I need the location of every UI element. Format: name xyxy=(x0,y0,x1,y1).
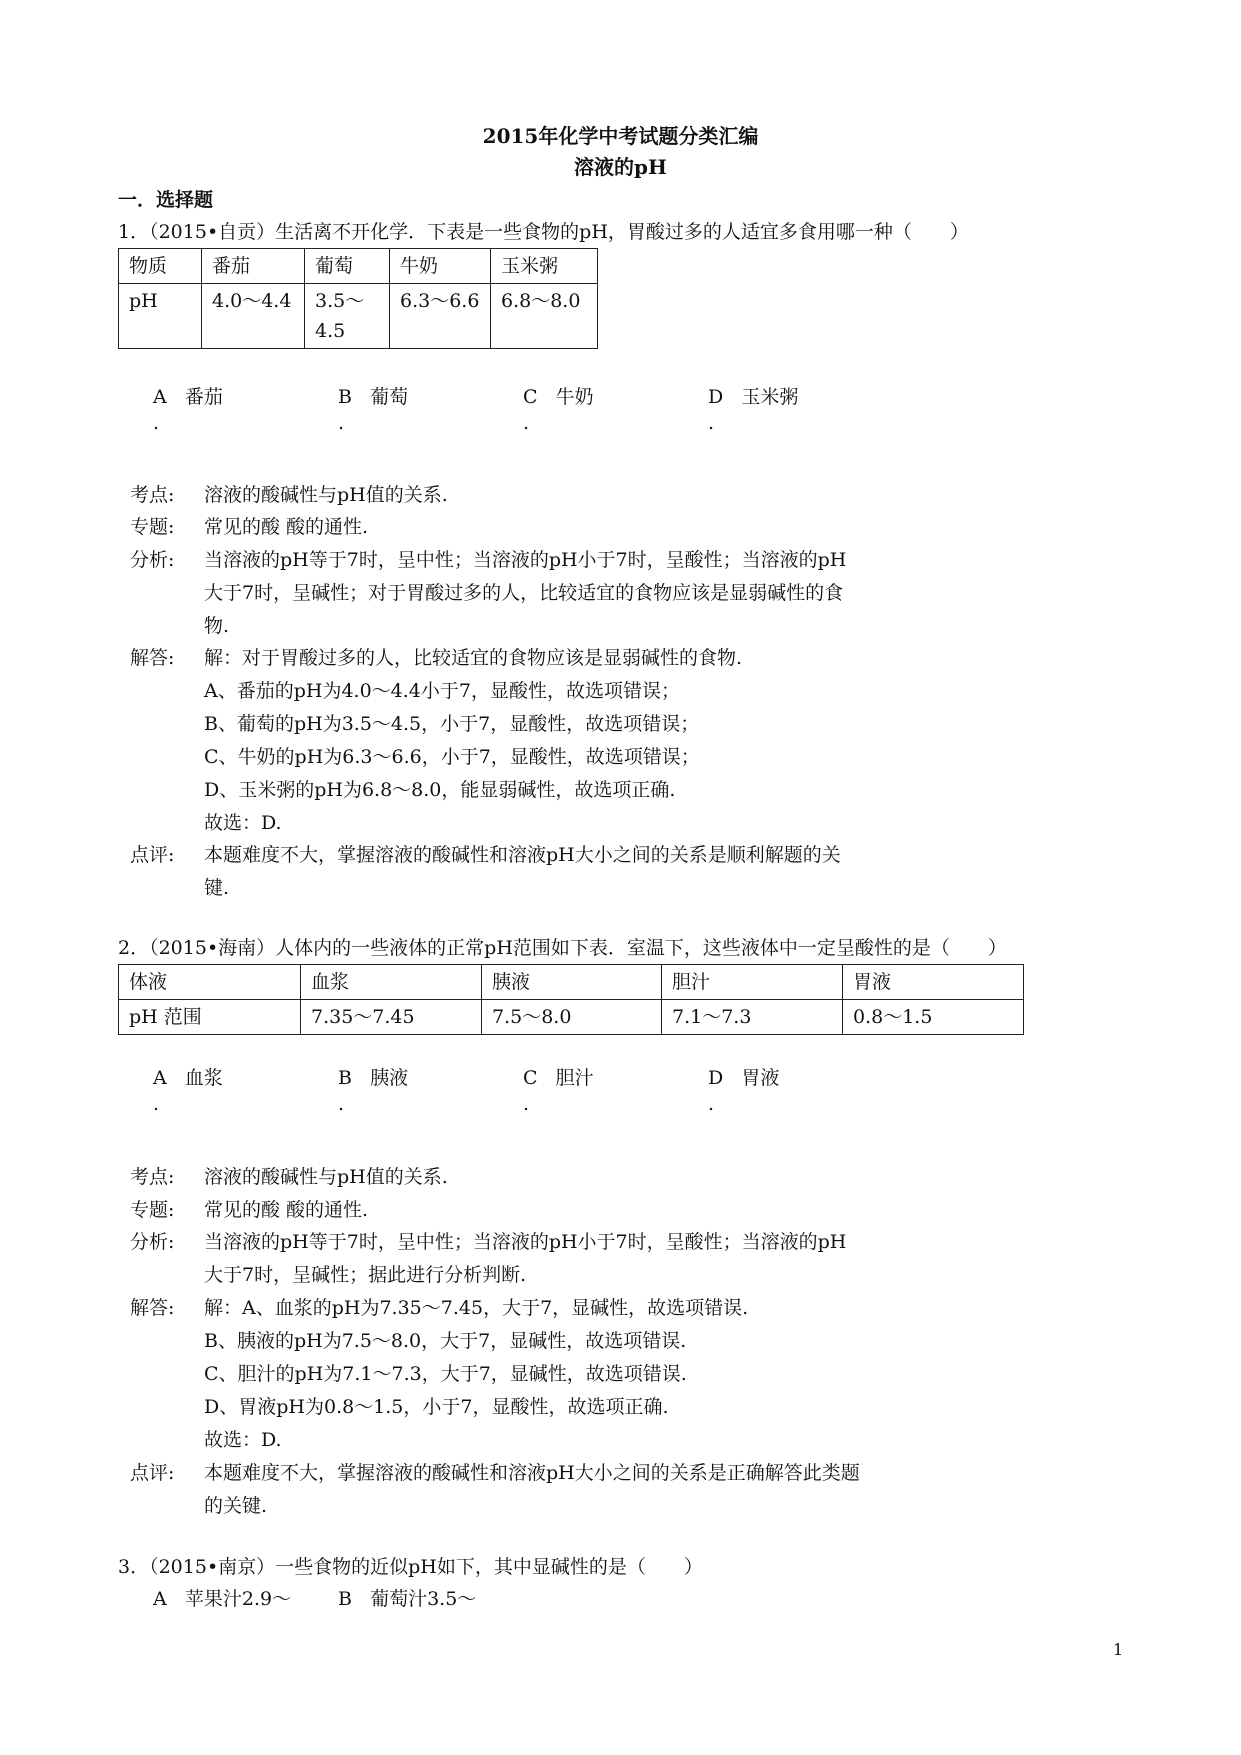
jieda-line: B、胰液的pH为7.5～8.0，大于7，显碱性，故选项错误. xyxy=(204,1330,687,1352)
table-row xyxy=(119,284,598,349)
fenxi-line: 当溶液的pH等于7时，呈中性；当溶液的pH小于7时，呈酸性；当溶液的pH xyxy=(204,549,847,571)
fenxi-label: 分析: xyxy=(130,549,175,571)
table-cell: 7.5～8.0 xyxy=(482,1000,662,1035)
table-cell: pH 范围 xyxy=(119,1000,301,1035)
table-cell: 4.0～4.4 xyxy=(202,284,305,349)
dianping-line: 键. xyxy=(204,877,230,899)
fenxi-line: 大于7时，呈碱性；据此进行分析判断. xyxy=(204,1264,527,1286)
jieda-line: C、牛奶的pH为6.3～6.6，小于7，显酸性，故选项错误； xyxy=(204,746,700,768)
fenxi-label: 分析: xyxy=(130,1231,175,1253)
dianping-line: 本题难度不大，掌握溶液的酸碱性和溶液pH大小之间的关系是正确解答此类题 xyxy=(204,1462,860,1484)
jieda-line: A、番茄的pH为4.0～4.4小于7，显酸性，故选项错误； xyxy=(204,680,680,702)
table-cell: 玉米粥 xyxy=(491,249,598,284)
table-cell: 番茄 xyxy=(202,249,305,284)
table-cell: 7.35～7.45 xyxy=(301,1000,482,1035)
kaodian-label: 考点: xyxy=(130,1166,175,1188)
jieda-line: 故选：D. xyxy=(204,812,282,834)
table-cell: 6.3～6.6 xyxy=(390,284,491,349)
table-cell: 7.1～7.3 xyxy=(662,1000,843,1035)
option-c[interactable]: C 胆汁 . xyxy=(523,1067,594,1115)
question-2-table xyxy=(118,964,1024,1035)
dianping-label: 点评: xyxy=(130,1462,175,1484)
jieda-line: C、胆汁的pH为7.1～7.3，大于7，显碱性，故选项错误. xyxy=(204,1363,687,1385)
zhuanti-label: 专题: xyxy=(130,516,175,538)
table-cell: 3.5～ 4.5 xyxy=(305,284,390,349)
kaodian-text: 溶液的酸碱性与pH值的关系. xyxy=(204,1166,448,1188)
table-cell: 体液 xyxy=(119,965,301,1000)
zhuanti-text: 常见的酸 酸的通性. xyxy=(204,516,369,538)
document-title: 2015年化学中考试题分类汇编 xyxy=(482,124,759,148)
table-cell: 胆汁 xyxy=(662,965,843,1000)
option-b[interactable]: B 葡萄汁3.5～ xyxy=(338,1588,477,1610)
jieda-label: 解答: xyxy=(130,647,175,669)
question-1-stem: 1．（2015•自贡）生活离不开化学．下表是一些食物的pH，胃酸过多的人适宜多食用哪一种（ ） xyxy=(118,221,969,243)
jieda-line: 解：A、血浆的pH为7.35～7.45，大于7，显碱性，故选项错误. xyxy=(204,1297,749,1319)
option-b[interactable]: B 胰液 . xyxy=(338,1067,409,1115)
table-cell: 0.8～1.5 xyxy=(843,1000,1024,1035)
option-a[interactable]: A 血浆 . xyxy=(153,1067,223,1115)
dianping-label: 点评: xyxy=(130,844,175,866)
table-header-row xyxy=(119,249,598,284)
option-d[interactable]: D 玉米粥 . xyxy=(708,386,799,434)
option-d[interactable]: D 胃液 . xyxy=(708,1067,780,1115)
document-subtitle: 溶液的pH xyxy=(574,155,667,179)
table-cell: 胃液 xyxy=(843,965,1024,1000)
fenxi-line: 物. xyxy=(204,615,230,637)
jieda-label: 解答: xyxy=(130,1297,175,1319)
kaodian-text: 溶液的酸碱性与pH值的关系. xyxy=(204,484,448,506)
dianping-line: 的关键. xyxy=(204,1495,268,1517)
table-cell: 物质 xyxy=(119,249,202,284)
table-row xyxy=(119,1000,1024,1035)
table-header-row xyxy=(119,965,1024,1000)
section-heading: 一．选择题 xyxy=(118,189,214,211)
question-1-table xyxy=(118,248,598,349)
jieda-line: B、葡萄的pH为3.5～4.5，小于7，显酸性，故选项错误； xyxy=(204,713,700,735)
option-a[interactable]: A 苹果汁2.9～ xyxy=(153,1588,292,1610)
zhuanti-text: 常见的酸 酸的通性. xyxy=(204,1199,369,1221)
fenxi-line: 大于7时，呈碱性；对于胃酸过多的人，比较适宜的食物应该是显弱碱性的食 xyxy=(204,582,844,604)
question-3-stem: 3．（2015•南京）一些食物的近似pH如下，其中显碱性的是（ ） xyxy=(118,1556,703,1578)
jieda-line: 解：对于胃酸过多的人，比较适宜的食物应该是显弱碱性的食物. xyxy=(204,647,743,669)
jieda-line: D、胃液pH为0.8～1.5，小于7，显酸性，故选项正确. xyxy=(204,1396,669,1418)
option-c[interactable]: C 牛奶 . xyxy=(523,386,594,434)
table-cell: 血浆 xyxy=(301,965,482,1000)
table-cell: 葡萄 xyxy=(305,249,390,284)
option-a[interactable]: A 番茄 . xyxy=(153,386,223,434)
table-cell: 胰液 xyxy=(482,965,662,1000)
option-b[interactable]: B 葡萄 . xyxy=(338,386,409,434)
jieda-line: 故选：D. xyxy=(204,1429,282,1451)
fenxi-line: 当溶液的pH等于7时，呈中性；当溶液的pH小于7时，呈酸性；当溶液的pH xyxy=(204,1231,847,1253)
zhuanti-label: 专题: xyxy=(130,1199,175,1221)
question-2-stem: 2．（2015•海南）人体内的一些液体的正常pH范围如下表．室温下，这些液体中一定呈酸性的是（ ） xyxy=(118,937,1007,959)
jieda-line: D、玉米粥的pH为6.8～8.0，能显弱碱性，故选项正确. xyxy=(204,779,676,801)
kaodian-label: 考点: xyxy=(130,484,175,506)
table-cell: pH xyxy=(119,284,202,349)
page-number: 1 xyxy=(1113,1640,1124,1659)
dianping-line: 本题难度不大，掌握溶液的酸碱性和溶液pH大小之间的关系是顺利解题的关 xyxy=(204,844,841,866)
table-cell: 6.8～8.0 xyxy=(491,284,598,349)
table-cell: 牛奶 xyxy=(390,249,491,284)
